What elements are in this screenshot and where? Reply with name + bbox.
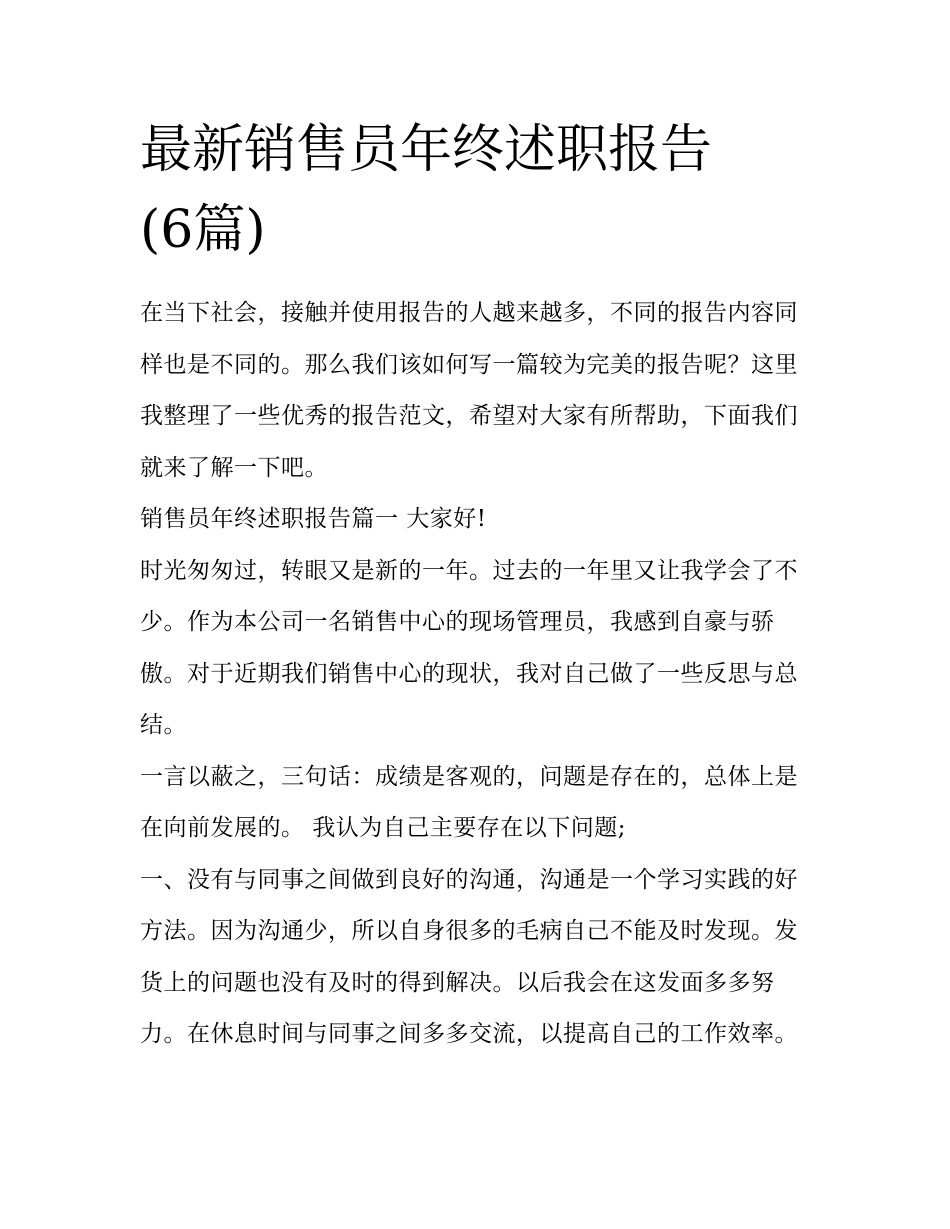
body-paragraph-3: 一、没有与同事之间做到良好的沟通，沟通是一个学习实践的好方法。因为沟通少，所以自身很多的毛病自己不能及时发现。发货上的问题也没有及时的得到解决。以后我会在这发面多多努力。在休息时间与同事之间多多交流，以提高自己的工作效率。 bbox=[140, 866, 798, 1047]
body-paragraph-2: 一言以蔽之，三句话：成绩是客观的，问题是存在的，总体上是在向前发展的。 我认为自己主要存在以下问题; bbox=[140, 763, 798, 841]
document-page bbox=[140, 110, 816, 1061]
body-paragraph-1: 时光匆匆过，转眼又是新的一年。过去的一年里又让我学会了不少。作为本公司一名销售中心的现场管理员，我感到自豪与骄傲。对于近期我们销售中心的现状，我对自己做了一些反思与总结。 bbox=[140, 557, 798, 738]
document-title: 最新销售员年终述职报告(6篇) bbox=[140, 120, 713, 260]
intro-paragraph: 在当下社会，接触并使用报告的人越来越多，不同的报告内容同样也是不同的。那么我们该如何写一篇较为完美的报告呢？这里我整理了一些优秀的报告范文，希望对大家有所帮助，下面我们就来了解一下吧。 bbox=[140, 300, 798, 481]
section-heading-paragraph: 销售员年终述职报告篇一 大家好! bbox=[140, 506, 487, 532]
